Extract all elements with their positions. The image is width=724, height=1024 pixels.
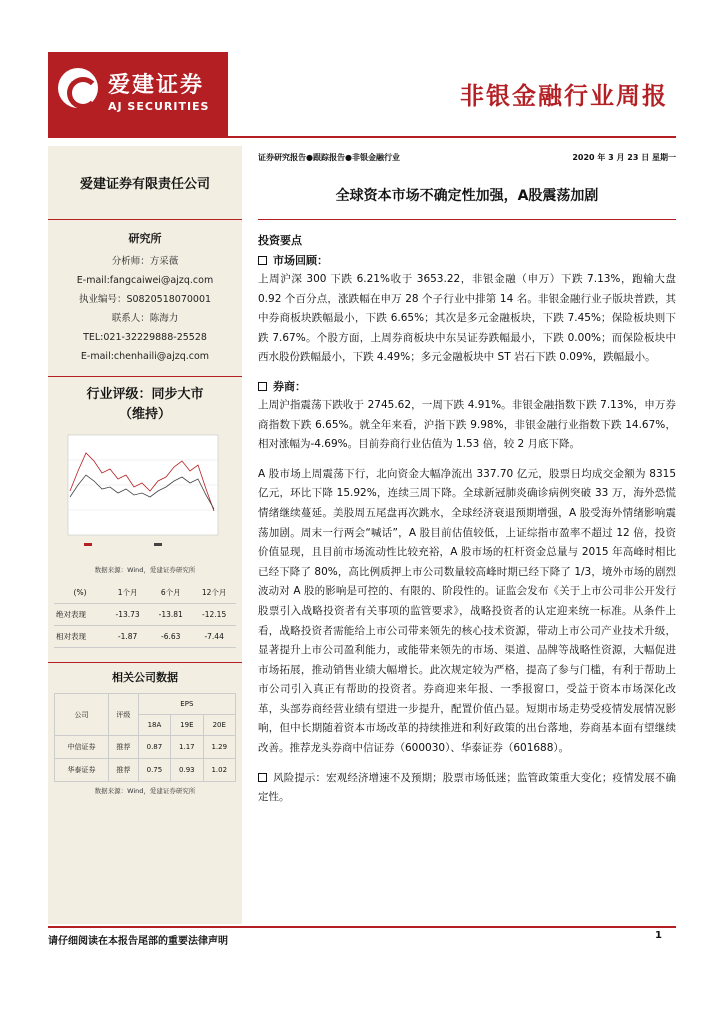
chart-source: 数据来源：Wind，爱建证券研究所 [94, 566, 196, 574]
logo-english-name: AJ SECURITIES [108, 100, 210, 113]
table-header-cell: 19E [171, 715, 203, 736]
checkbox-bullet-icon [258, 256, 267, 265]
report-subtitle: 全球资本市场不确定性加强，A股震荡加剧 [335, 188, 599, 204]
table-header-row [54, 582, 236, 604]
contact-phone: TEL:021-32229888-25528 [83, 332, 207, 343]
logo-emblem-icon [58, 68, 98, 108]
report-header [48, 52, 676, 136]
table-header-cell: 20E [203, 715, 235, 736]
table-header-cell: 18A [138, 715, 170, 736]
table-cell: 1.02 [203, 759, 235, 782]
table-cell: 华泰证券 [55, 759, 109, 782]
sidebar [48, 146, 242, 924]
report-meta [258, 152, 676, 163]
broker-paragraph: 上周沪指震荡下跌收于 2745.62，一周下跌 4.91%。非银金融指数下跌 7.13%，申万券商指数下跌 6.65%。就全年来看，沪指下跌 9.98%，非银金融行业指数下跌 14.67%，相对涨幅为-4.69%。目前券商行业估值为 1.53 倍，较 2 月底下降。 [258, 398, 676, 451]
table-cell: 1.17 [171, 736, 203, 759]
table-cell: -6.63 [149, 626, 192, 648]
license-number: 执业编号：S0820518070001 [78, 294, 212, 305]
market-review-paragraph: 上周沪深 300 下跌 6.21%收于 3653.22，非银金融（申万）下跌 7.13%，跑输大盘 0.92 个百分点，涨跌幅在申万 28 个子行业中排第 14 名。非银金融行业子版块普跌，其中券商板块跌幅最小，下跌 6.65%；其次是多元金融板块，下跌 7.45%；保险板块则下跌 7.67%。个股方面，上周券商板块中东吴证券跌幅最小，下跌 0.00%；而保险板块中西水股份跌幅最小，下跌 4.49%；多元金融板块中 ST 岩石下跌 0.09%，跌幅最小。 [258, 273, 676, 364]
table-row [55, 759, 236, 782]
chart-graphic [54, 431, 236, 561]
main-content [258, 152, 676, 808]
performance-table [54, 582, 236, 648]
section-divider [258, 219, 676, 220]
logo-chinese-name: 爱建证券 [108, 73, 205, 98]
contact-list [48, 252, 242, 366]
key-points-heading: 投资要点 [258, 234, 302, 247]
table-cell: -13.73 [106, 604, 149, 626]
broker-heading [258, 378, 676, 394]
report-category: 证券研究报告●跟踪报告●非银金融行业 [258, 153, 400, 162]
analyst-name: 分析师：方采薇 [111, 256, 179, 267]
table-header-cell: 1个月 [106, 582, 149, 604]
analyst-email: E-mail:fangcaiwei@ajzq.com [76, 275, 214, 286]
table-source: 数据来源：Wind，爱建证券研究所 [94, 787, 196, 795]
table-cell: 推荐 [109, 736, 139, 759]
report-date: 2020 年 3 月 23 日 星期一 [572, 153, 676, 162]
table-row [54, 604, 236, 626]
related-companies-table [54, 693, 236, 782]
company-name: 爱建证券有限责任公司 [79, 177, 210, 192]
page-number: 1 [655, 930, 662, 941]
company-logo [48, 52, 228, 136]
report-type-title: 非银金融行业周报 [460, 82, 668, 110]
risk-warning-text: 风险提示：宏观经济增速不及预期；股票市场低迷；监管政策重大变化；疫情发展不确定性。 [258, 771, 676, 804]
contact-email: E-mail:chenhaili@ajzq.com [80, 351, 210, 362]
table-cell: 推荐 [109, 759, 139, 782]
table-cell: -12.15 [192, 604, 236, 626]
table-cell: 0.75 [138, 759, 170, 782]
risk-warning-paragraph [258, 769, 676, 808]
table-cell: 0.93 [171, 759, 203, 782]
table-cell: 相对表现 [54, 626, 106, 648]
table-header-cell: 6个月 [149, 582, 192, 604]
related-companies-title: 相关公司数据 [48, 662, 242, 685]
table-row [55, 736, 236, 759]
market-analysis-paragraph: A 股市场上周震荡下行，北向资金大幅净流出 337.70 亿元，股票日均成交金额为 8315 亿元，环比下降 15.92%，连续三周下降。全球新冠肺炎确诊病例突破 33 万，海外恐慌情绪继续蔓延。美股周五尾盘再次跳水，全球经济衰退预期增强，A 股受海外情绪影响震荡加剧。周末一行两会“喊话”，A 股目前估值较低，上证综指市盈率不超过 12 倍，投资价值显现，且目前市场流动性比较充裕，A 股市场的杠杆资金总量与 2015 年高峰时相比已经下降了 80%，高比例质押上市公司数量较高峰时期已经下降了 1/3，境外市场的剧烈波动对 A 股的影响是可控的、有限的、阶段性的。证监会发布《关于上市公司非公开发行股票引入战略投资者有关事项的监管要求》，战略投资者的认定迎来统一标准。从条件上看，战略投资者需能给上市公司带来领先的核心技术资源，带动上市公司产业技术升级，显著提升上市公司盈利能力，或能带来领先的市场、渠道、品牌等战略性资源，大幅促进市场拓展，推动销售业绩大幅增长。此次规定较为严格，提高了参与门槛，有利于帮助上市公司引入真正有帮助的投资者。券商迎来年报、一季报窗口，受益于资本市场深化改革，头部券商经营业绩有望进一步提升，配置价值凸显。短期市场走势受疫情发展情况影响，但中长期随着资本市场改革的持续推进和利好政策的出台落地，券商基本面有望继续改善。推荐龙头券商中信证券（600030）、华泰证券（601688）。 [258, 467, 676, 755]
table-cell: 1.29 [203, 736, 235, 759]
table-cell: -7.44 [192, 626, 236, 648]
checkbox-bullet-icon [258, 382, 267, 391]
broker-label: 券商： [273, 379, 306, 393]
table-header-row [55, 694, 236, 715]
market-review-heading [258, 252, 676, 268]
table-header-cell: EPS [138, 694, 235, 715]
industry-rating [48, 376, 242, 425]
table-header-cell: 12个月 [192, 582, 236, 604]
company-block [48, 146, 242, 220]
header-divider [48, 136, 676, 138]
rating-label: 行业评级：同步大市 [86, 387, 204, 402]
legal-disclaimer-note: 请仔细阅读在本报告尾部的重要法律声明 [48, 936, 228, 947]
table-header-cell: (%) [54, 582, 106, 604]
table-cell: -13.81 [149, 604, 192, 626]
market-review-label: 市场回顾： [273, 254, 328, 267]
table-cell: 绝对表现 [54, 604, 106, 626]
table-cell: 中信证券 [55, 736, 109, 759]
rating-status: （维持） [118, 407, 171, 422]
table-row [54, 626, 236, 648]
contact-person: 联系人：陈海力 [111, 313, 179, 324]
checkbox-bullet-icon [258, 773, 267, 782]
table-cell: 0.87 [138, 736, 170, 759]
footer-divider [48, 926, 676, 928]
table-header-cell: 公司 [55, 694, 109, 736]
institute-label: 研究所 [128, 232, 162, 245]
table-header-cell: 评级 [109, 694, 139, 736]
index-comparison-chart [54, 431, 236, 561]
table-cell: -1.87 [106, 626, 149, 648]
